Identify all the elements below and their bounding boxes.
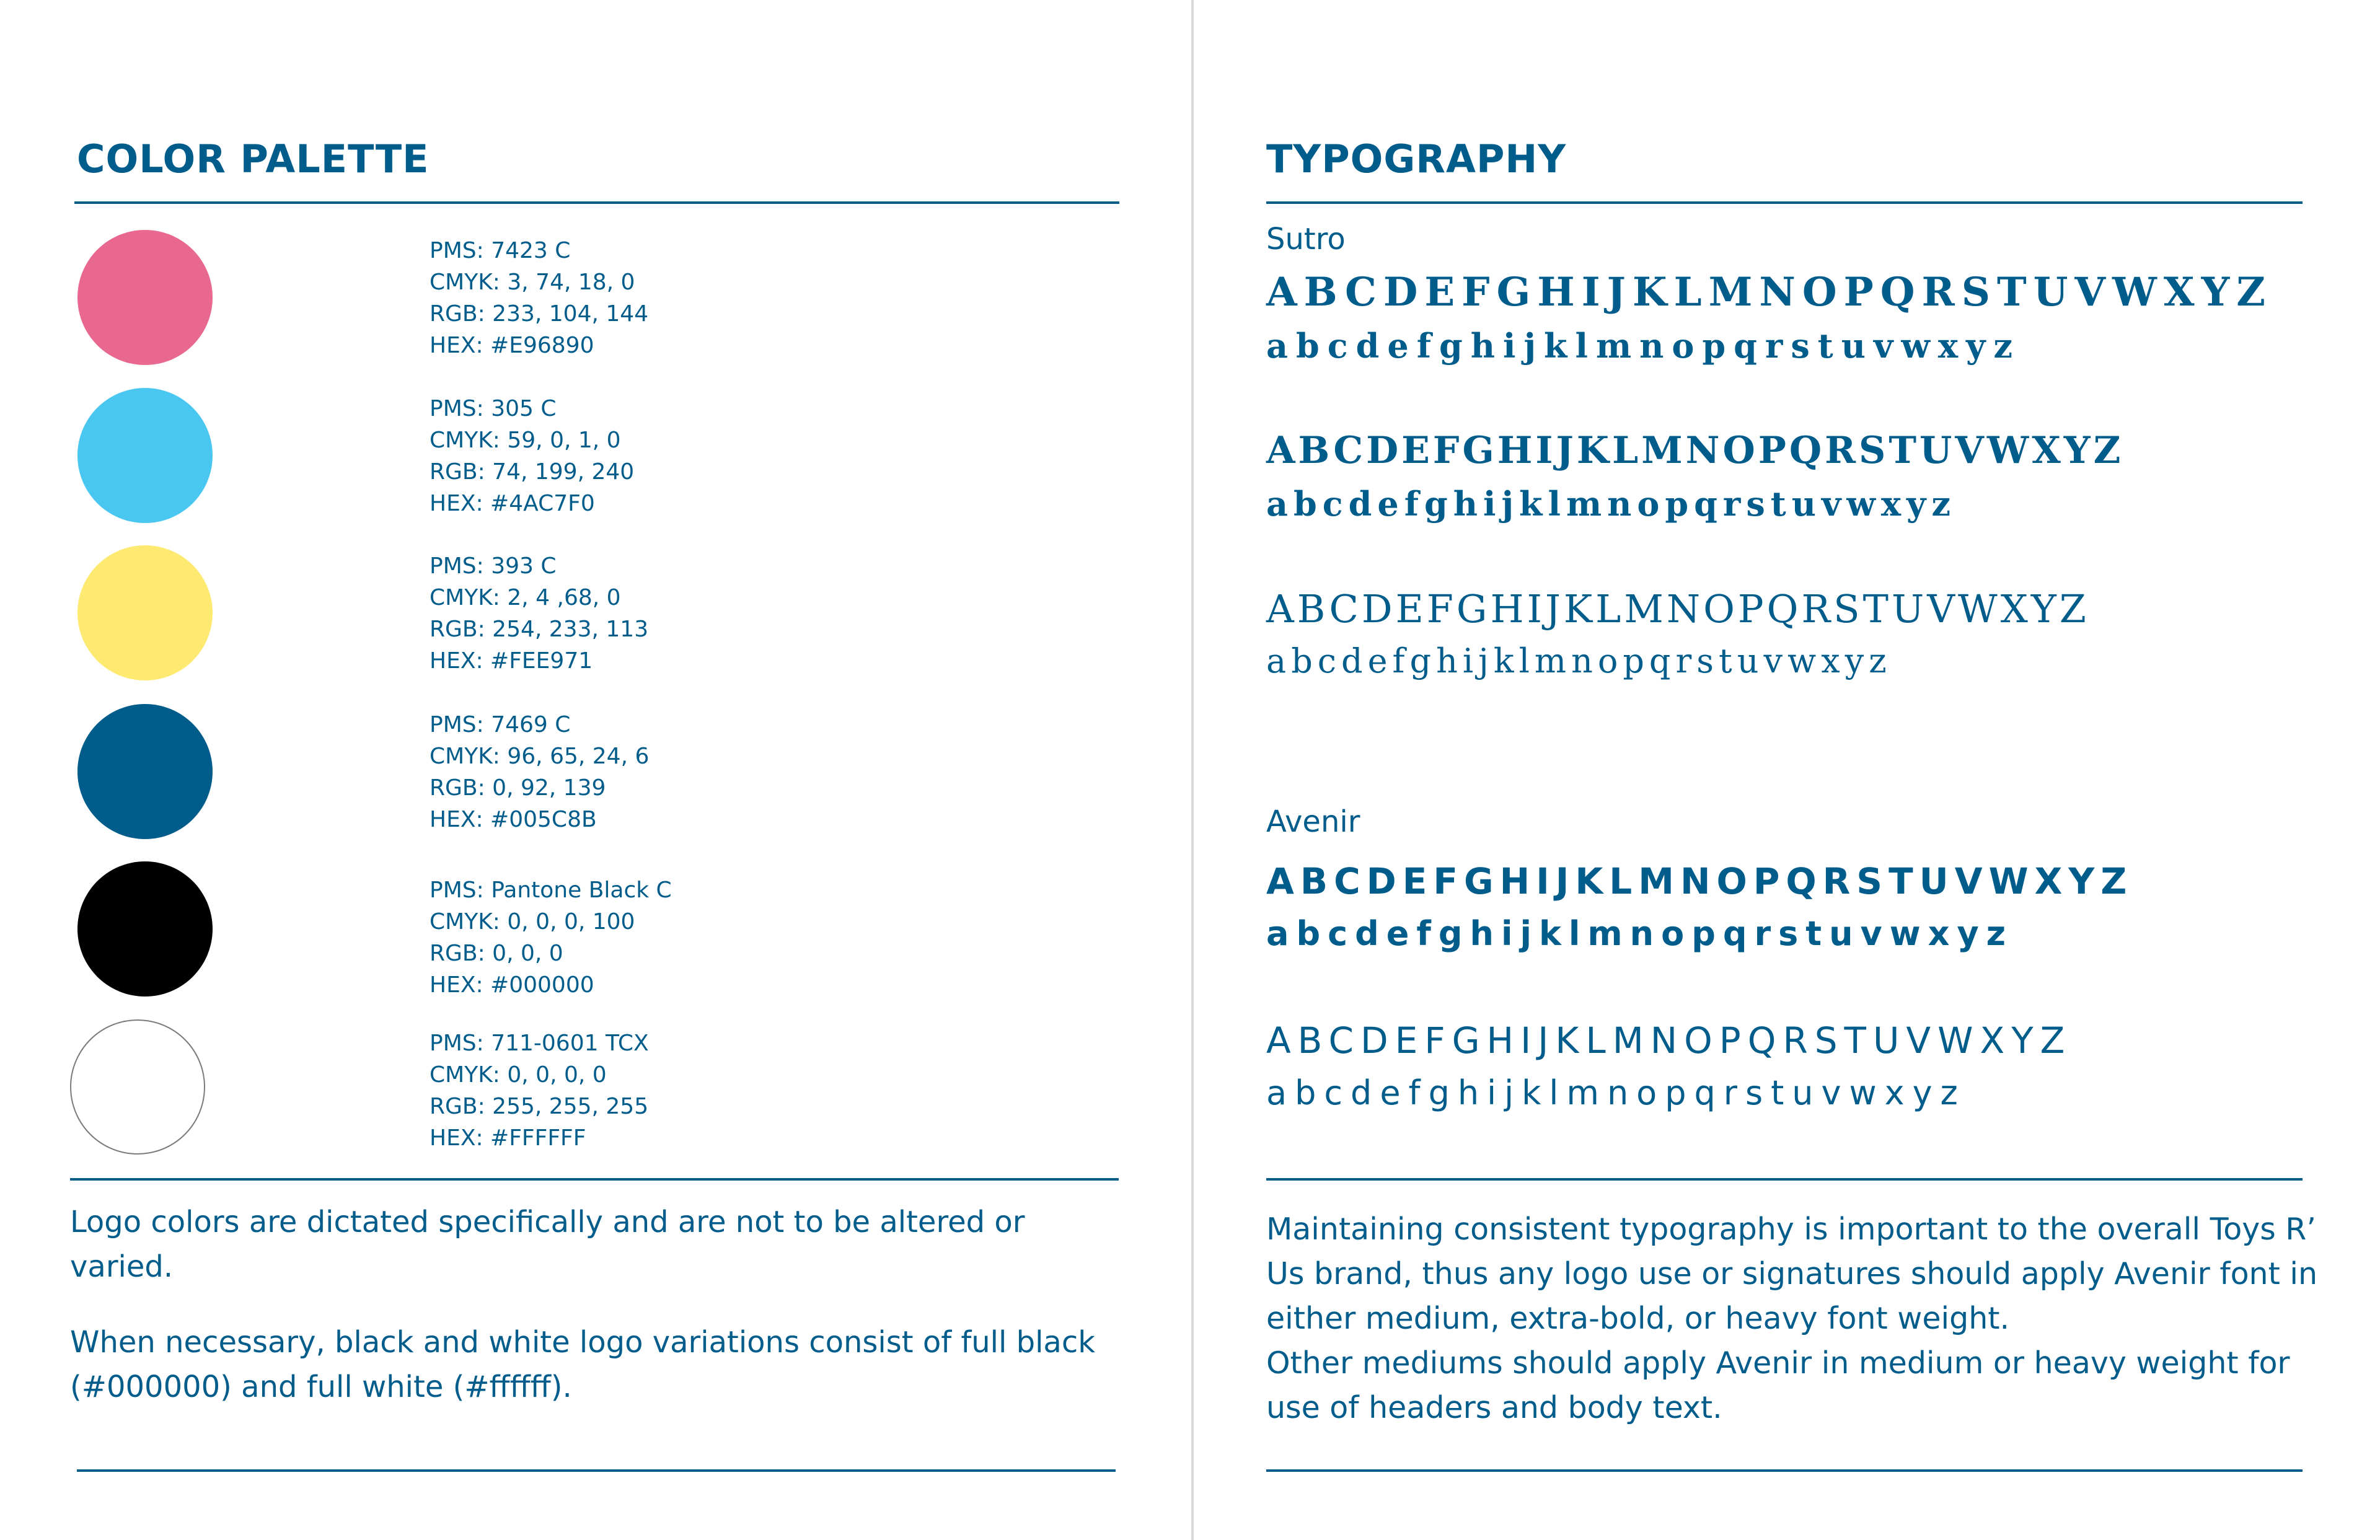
avenir-heavy-uppercase: ABCDEFGHIJKLMNOPQRSTUVWXYZ bbox=[1266, 860, 2133, 902]
swatch-circle bbox=[77, 545, 213, 680]
swatch-circle bbox=[77, 230, 213, 365]
pms-value: PMS: Pantone Black C bbox=[430, 878, 672, 903]
swatch-spec bbox=[430, 709, 649, 835]
pms-value: PMS: 711-0601 TCX bbox=[430, 1031, 649, 1056]
cmyk-value: CMYK: 0, 0, 0, 0 bbox=[430, 1062, 607, 1088]
sutro-heavy-uppercase: ABCDEFGHIJKLMNOPQRSTUVWXYZ bbox=[1266, 269, 2272, 315]
sutro-bold-uppercase: ABCDEFGHIJKLMNOPQRSTUVWXYZ bbox=[1266, 429, 2124, 472]
typography-heading: TYPOGRAPHY bbox=[1266, 136, 1567, 182]
typography-bottom-rule bbox=[1266, 1469, 2303, 1472]
hex-value: HEX: #4AC7F0 bbox=[430, 491, 595, 516]
swatch-row-pink bbox=[70, 230, 1000, 372]
cmyk-value: CMYK: 96, 65, 24, 6 bbox=[430, 744, 650, 769]
typography-top-rule bbox=[1266, 201, 2303, 204]
hex-value: HEX: #000000 bbox=[430, 972, 594, 998]
swatch-circle bbox=[70, 1019, 205, 1155]
swatch-spec bbox=[430, 550, 648, 677]
hex-value: HEX: #005C8B bbox=[430, 807, 597, 832]
font-name-avenir: Avenir bbox=[1266, 804, 1360, 839]
color-palette-mid-rule bbox=[70, 1178, 1119, 1181]
sutro-heavy-lowercase: abcdefghijklmnopqrstuvwxyz bbox=[1266, 326, 2021, 366]
rgb-value: RGB: 74, 199, 240 bbox=[430, 459, 635, 485]
rgb-value: RGB: 0, 92, 139 bbox=[430, 775, 606, 801]
hex-value: HEX: #FEE971 bbox=[430, 648, 593, 674]
swatch-row-yellow bbox=[70, 545, 1000, 688]
swatch-spec bbox=[430, 874, 672, 1001]
typography-mid-rule bbox=[1266, 1178, 2303, 1181]
avenir-medium-uppercase: ABCDEFGHIJKLMNOPQRSTUVWXYZ bbox=[1266, 1019, 2072, 1062]
swatch-spec bbox=[430, 393, 634, 519]
color-palette-heading: COLOR PALETTE bbox=[77, 136, 430, 182]
swatch-circle bbox=[77, 388, 213, 523]
sutro-bold-lowercase: abcdefghijklmnopqrstuvwxyz bbox=[1266, 484, 1957, 524]
swatch-circle bbox=[77, 704, 213, 839]
typography-note: Maintaining consistent typography is important to the overall Toys R’ Us brand, thus any logo use or signatures should apply Avenir font in either medium, extra-bold, or heavy font weight. Other mediums should apply Avenir in medium or heavy weight for use of headers and body text. bbox=[1266, 1212, 2318, 1425]
swatch-spec bbox=[430, 1027, 649, 1154]
color-palette-top-rule bbox=[74, 201, 1119, 204]
sutro-regular-lowercase: abcdefghijklmnopqrstuvwxyz bbox=[1266, 641, 1892, 680]
pms-value: PMS: 7423 C bbox=[430, 238, 571, 263]
cmyk-value: CMYK: 3, 74, 18, 0 bbox=[430, 270, 635, 295]
swatch-row-white bbox=[70, 1019, 1000, 1162]
swatch-spec bbox=[430, 235, 648, 361]
rgb-value: RGB: 254, 233, 113 bbox=[430, 617, 649, 642]
page-divider bbox=[1191, 0, 1194, 1540]
hex-value: HEX: #E96890 bbox=[430, 333, 594, 358]
color-note-1: Logo colors are dictated specifically and are not to be altered or varied. bbox=[70, 1205, 1025, 1284]
cmyk-value: CMYK: 2, 4 ,68, 0 bbox=[430, 585, 621, 610]
swatch-circle bbox=[77, 861, 213, 997]
swatch-row-blue bbox=[70, 704, 1000, 847]
pms-value: PMS: 393 C bbox=[430, 553, 557, 579]
swatch-row-black bbox=[70, 861, 1000, 1004]
avenir-heavy-lowercase: abcdefghijklmnopqrstuvwxyz bbox=[1266, 914, 2014, 953]
sutro-regular-uppercase: ABCDEFGHIJKLMNOPQRSTUVWXYZ bbox=[1266, 586, 2089, 631]
rgb-value: RGB: 255, 255, 255 bbox=[430, 1094, 649, 1119]
cmyk-value: CMYK: 0, 0, 0, 100 bbox=[430, 909, 635, 935]
pms-value: PMS: 305 C bbox=[430, 396, 557, 421]
pms-value: PMS: 7469 C bbox=[430, 712, 571, 737]
cmyk-value: CMYK: 59, 0, 1, 0 bbox=[430, 428, 621, 453]
rgb-value: RGB: 0, 0, 0 bbox=[430, 941, 563, 966]
color-note-2: When necessary, black and white logo variations consist of full black (#000000) and full white (#ffffff). bbox=[70, 1325, 1096, 1404]
color-palette-bottom-rule bbox=[77, 1469, 1116, 1472]
swatch-row-cyan bbox=[70, 388, 1000, 530]
color-palette-notes bbox=[70, 1200, 1124, 1440]
font-name-sutro: Sutro bbox=[1266, 222, 1346, 257]
hex-value: HEX: #FFFFFF bbox=[430, 1125, 586, 1151]
avenir-medium-lowercase: abcdefghijklmnopqrstuvwxyz bbox=[1266, 1073, 1966, 1112]
rgb-value: RGB: 233, 104, 144 bbox=[430, 301, 649, 327]
